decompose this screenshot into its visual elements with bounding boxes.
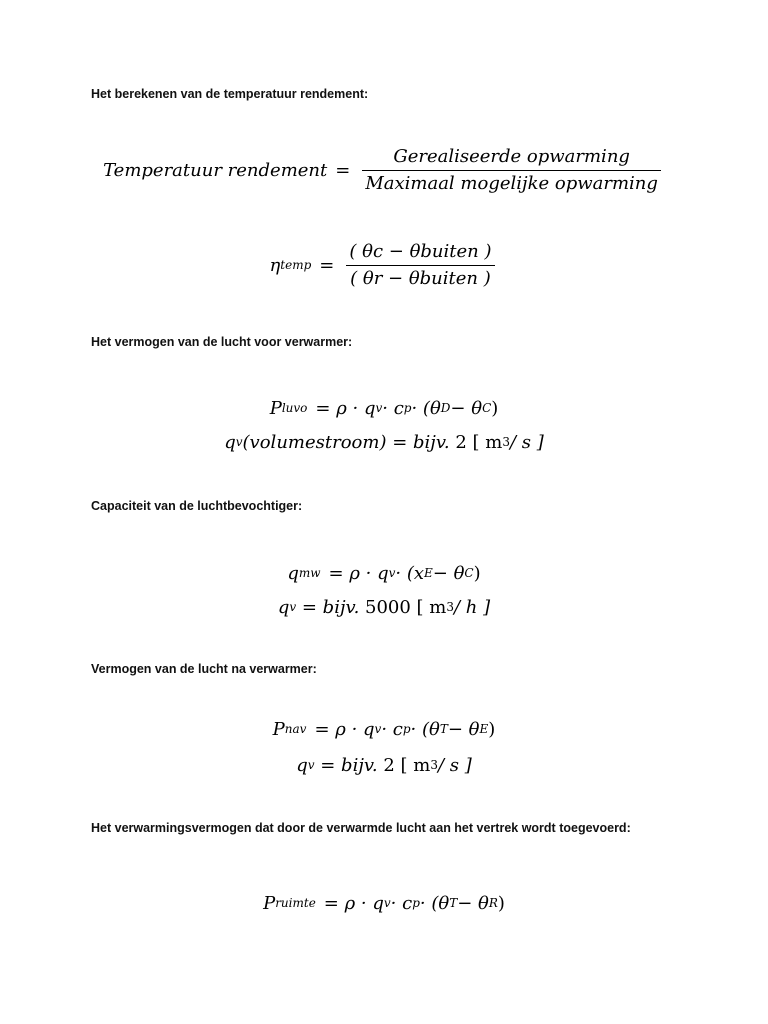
subscript: p: [403, 401, 412, 415]
rhs-part: · c: [390, 892, 413, 914]
equation-lhs: Temperatuur rendement: [103, 159, 328, 181]
section-heading-air-power-after-heater: Vermogen van de lucht na verwarmer:: [91, 662, 317, 676]
symbol-p: P: [272, 718, 285, 740]
equation-text: = bijv.: [314, 754, 378, 776]
subscript: R: [488, 896, 498, 910]
subscript: C: [464, 566, 474, 580]
rhs-part: − θ: [457, 892, 489, 914]
subscript: ruimte: [275, 896, 316, 910]
subscript: v: [289, 600, 297, 614]
subscript: C: [482, 401, 492, 415]
section-heading-air-power-before-heater: Het vermogen van de lucht voor verwarmer:: [91, 335, 353, 349]
equation-text: (volumestroom) = bijv.: [242, 431, 450, 453]
symbol-q: q: [224, 431, 236, 453]
equation-value: 2 [ m: [449, 431, 503, 453]
subscript: nav: [284, 722, 307, 736]
fraction: [346, 239, 494, 292]
subscript: E: [479, 722, 489, 736]
subscript: p: [412, 896, 420, 910]
equation-p-ruimte: [0, 887, 768, 919]
fraction: [362, 144, 661, 197]
rhs-part: · (θ: [410, 718, 440, 740]
fraction-numerator: Gerealiseerde opwarming: [393, 145, 630, 167]
equation-value: 2 [ m: [377, 754, 431, 776]
subscript: luvo: [281, 401, 308, 415]
rhs-part: = ρ · q: [323, 892, 384, 914]
equation-p-nav: [0, 713, 768, 745]
rhs-part: · (θ: [419, 892, 450, 914]
symbol-q: q: [287, 562, 299, 584]
subscript: v: [235, 435, 243, 449]
fraction-denominator: ( θr − θbuiten ): [350, 267, 491, 289]
rhs-part: − θ: [447, 718, 480, 740]
rhs-part: · c: [382, 397, 404, 419]
exponent: 3: [430, 758, 439, 772]
symbol-q: q: [277, 596, 290, 618]
rhs-part: − θ: [450, 397, 483, 419]
unit: / h ]: [454, 596, 491, 618]
exponent: 3: [502, 435, 510, 449]
subscript: v: [307, 758, 315, 772]
rhs-part: ): [491, 397, 499, 419]
eta-symbol: η: [269, 254, 281, 276]
subscript: p: [402, 722, 411, 736]
subscript: v: [388, 566, 396, 580]
equals-sign: =: [335, 159, 351, 181]
symbol-p: P: [269, 397, 282, 419]
rhs-part: ): [488, 718, 496, 740]
subscript: T: [449, 896, 458, 910]
rhs-part: = ρ · q: [328, 562, 389, 584]
rhs-part: · (θ: [411, 397, 441, 419]
rhs-part: = ρ · q: [315, 397, 376, 419]
rhs-part: ): [497, 892, 505, 914]
exponent: 3: [446, 600, 455, 614]
rhs-part: · (x: [395, 562, 425, 584]
subscript: E: [424, 566, 433, 580]
unit: / s ]: [509, 431, 544, 453]
fraction-denominator: Maximaal mogelijke opwarming: [365, 172, 658, 194]
equation-qv-2: [0, 749, 768, 781]
subscript: v: [383, 896, 391, 910]
equation-qv-5000: [0, 591, 768, 623]
subscript: v: [375, 401, 383, 415]
section-heading-temperature-efficiency: Het berekenen van de temperatuur rendement:: [91, 87, 369, 101]
equation-temperature-efficiency-definition: [0, 138, 768, 202]
subscript: T: [439, 722, 448, 736]
symbol-q: q: [296, 754, 308, 776]
subscript: mw: [298, 566, 321, 580]
rhs-part: − θ: [432, 562, 465, 584]
rhs-part: · c: [381, 718, 403, 740]
equation-eta-temp: [0, 234, 768, 296]
unit: / s ]: [438, 754, 472, 776]
equation-text: = bijv.: [296, 596, 360, 618]
subscript: v: [374, 722, 382, 736]
equation-q-mw: [0, 557, 768, 589]
section-heading-humidifier-capacity: Capaciteit van de luchtbevochtiger:: [91, 499, 303, 513]
subscript: D: [440, 401, 451, 415]
equation-value: 5000 [ m: [359, 596, 447, 618]
equals-sign: =: [319, 254, 335, 276]
equation-qv-volumestroom: [0, 426, 768, 458]
eta-subscript: temp: [280, 258, 312, 272]
rhs-part: ): [473, 562, 481, 584]
fraction-numerator: ( θc − θbuiten ): [349, 240, 492, 262]
section-heading-room-heating-power: Het verwarmingsvermogen dat door de verwarmde lucht aan het vertrek wordt toegevoerd:: [91, 821, 631, 835]
equation-p-luvo: [0, 392, 768, 424]
symbol-p: P: [263, 892, 276, 914]
rhs-part: = ρ · q: [314, 718, 375, 740]
